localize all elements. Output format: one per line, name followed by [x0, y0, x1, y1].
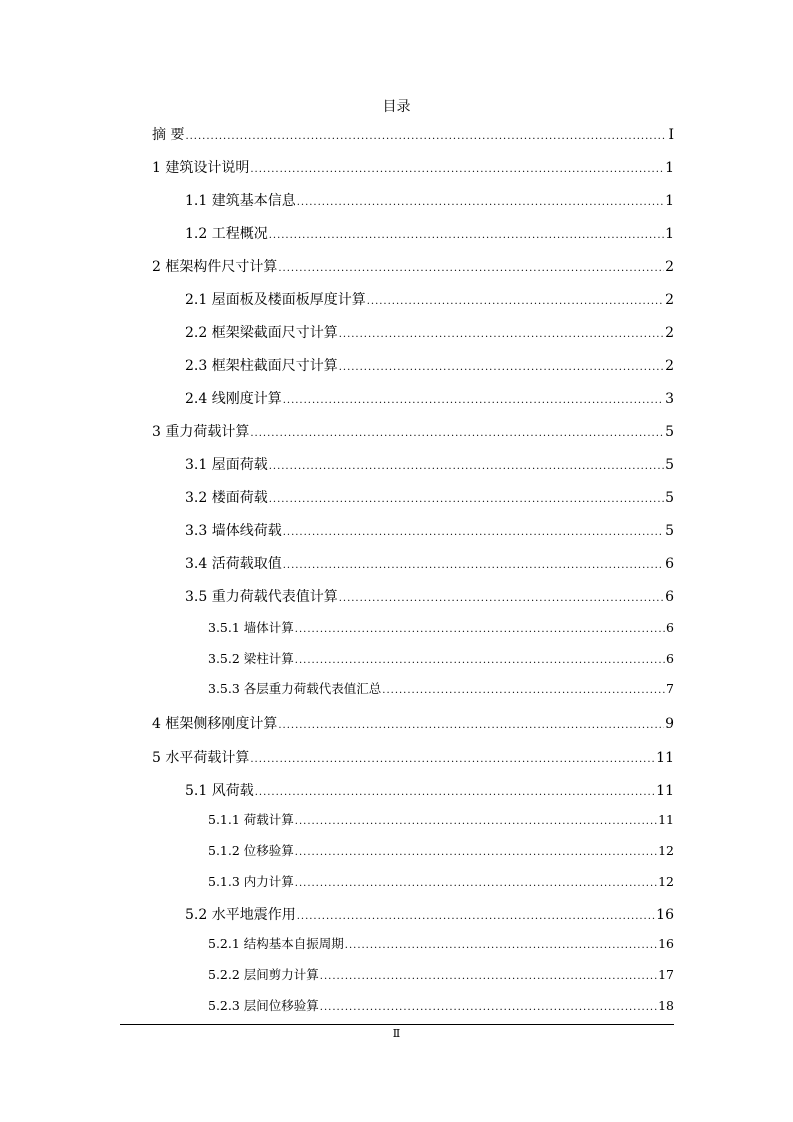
toc-dot-leader — [283, 553, 664, 579]
toc-dot-leader — [295, 617, 665, 643]
toc-dot-leader — [295, 809, 657, 835]
toc-entry-page: 11 — [656, 783, 674, 799]
toc-entry-page: 16 — [658, 936, 674, 951]
toc-entry-label: 2.3 框架柱截面尺寸计算 — [185, 358, 338, 374]
toc-dot-leader — [255, 780, 655, 806]
toc-entry-2-1[interactable] — [185, 287, 674, 313]
toc-entry-page: 18 — [658, 998, 674, 1013]
toc-entry-5-1[interactable] — [185, 778, 674, 804]
toc-entry-page: 6 — [666, 620, 674, 635]
toc-entry-label: 5.2.1 结构基本自振周期 — [208, 936, 344, 951]
toc-entry-page: 2 — [665, 358, 674, 374]
toc-entry-page: 5 — [665, 490, 674, 506]
toc-entry-page: 1 — [665, 160, 674, 176]
toc-entry-page: 5 — [665, 424, 674, 440]
toc-dot-leader — [269, 223, 664, 249]
toc-entry-label: 1.1 建筑基本信息 — [185, 193, 296, 209]
toc-entry-page: 6 — [665, 589, 674, 605]
toc-entry-abstract[interactable] — [152, 122, 674, 148]
toc-entry-label: 3.1 屋面荷载 — [185, 457, 268, 473]
toc-entry-label: 5.2.2 层间剪力计算 — [208, 967, 319, 982]
toc-entry-page: 5 — [665, 457, 674, 473]
toc-entry-page: 2 — [665, 259, 674, 275]
toc-entry-label: 3.2 楼面荷载 — [185, 490, 268, 506]
toc-dot-leader — [382, 678, 665, 704]
toc-entry-label: 摘 要 — [152, 127, 185, 143]
toc-entry-label: 3.3 墙体线荷载 — [185, 523, 282, 539]
toc-entry-label: 3 重力荷载计算 — [152, 424, 250, 440]
toc-entry-page: 2 — [665, 292, 674, 308]
toc-dot-leader — [283, 520, 664, 546]
toc-entry-3-5-2[interactable] — [208, 646, 674, 672]
toc-entry-5-1-2[interactable] — [208, 838, 674, 864]
toc-entry-page: 7 — [666, 681, 674, 696]
toc-entry-page: 2 — [665, 325, 674, 341]
toc-entry-page: 1 — [665, 226, 674, 242]
toc-dot-leader — [185, 124, 667, 150]
toc-entry-3-5-3[interactable] — [208, 676, 674, 702]
toc-dot-leader — [250, 747, 655, 773]
toc-dot-leader — [250, 421, 664, 447]
toc-entry-label: 2.2 框架梁截面尺寸计算 — [185, 325, 338, 341]
toc-entry-label: 1 建筑设计说明 — [152, 160, 250, 176]
toc-dot-leader — [269, 487, 664, 513]
toc-entry-page: 17 — [658, 967, 674, 982]
toc-entry-chapter-3[interactable] — [152, 419, 674, 445]
toc-entry-label: 3.5.2 梁柱计算 — [208, 651, 294, 666]
toc-entry-5-2-2[interactable] — [208, 962, 674, 988]
toc-entry-5-2-1[interactable] — [208, 931, 674, 957]
toc-entry-page: 12 — [658, 874, 674, 889]
toc-entry-page: I — [668, 127, 674, 143]
toc-dot-leader — [367, 289, 664, 315]
toc-entry-label: 3.5.3 各层重力荷载代表值汇总 — [208, 681, 382, 696]
page-title: 目录 — [382, 99, 411, 115]
page-number: Ⅱ — [392, 1027, 401, 1040]
toc-entry-page: 12 — [658, 843, 674, 858]
toc-entry-3-5[interactable] — [185, 584, 674, 610]
toc-entry-3-2[interactable] — [185, 485, 674, 511]
toc-entry-3-3[interactable] — [185, 518, 674, 544]
toc-entry-3-1[interactable] — [185, 452, 674, 478]
toc-dot-leader — [339, 322, 664, 348]
toc-entry-label: 5.2.3 层间位移验算 — [208, 998, 319, 1013]
toc-entry-5-2-3[interactable] — [208, 993, 674, 1019]
toc-entry-label: 2 框架构件尺寸计算 — [152, 259, 278, 275]
toc-dot-leader — [295, 871, 657, 897]
toc-entry-5-1-1[interactable] — [208, 807, 674, 833]
toc-entry-label: 5.1.2 位移验算 — [208, 843, 294, 858]
toc-dot-leader — [295, 648, 665, 674]
toc-dot-leader — [339, 355, 664, 381]
toc-entry-5-1-3[interactable] — [208, 869, 674, 895]
toc-entry-2-3[interactable] — [185, 353, 674, 379]
toc-entry-1-1[interactable] — [185, 188, 674, 214]
toc-entry-page: 11 — [658, 812, 674, 827]
toc-entry-page: 9 — [665, 716, 674, 732]
toc-entry-label: 4 框架侧移刚度计算 — [152, 716, 278, 732]
toc-dot-leader — [320, 995, 657, 1021]
toc-dot-leader — [278, 713, 664, 739]
toc-dot-leader — [250, 157, 664, 183]
toc-entry-page: 6 — [665, 556, 674, 572]
toc-entry-label: 5.1.1 荷载计算 — [208, 812, 294, 827]
toc-entry-page: 6 — [666, 651, 674, 666]
toc-entry-3-5-1[interactable] — [208, 615, 674, 641]
toc-dot-leader — [295, 840, 657, 866]
toc-entry-label: 5.1.3 内力计算 — [208, 874, 294, 889]
toc-entry-label: 5.2 水平地震作用 — [185, 907, 296, 923]
toc-entry-label: 3.5.1 墙体计算 — [208, 620, 294, 635]
toc-entry-1-2[interactable] — [185, 221, 674, 247]
toc-entry-label: 1.2 工程概况 — [185, 226, 268, 242]
toc-entry-page: 11 — [656, 750, 674, 766]
toc-entry-page: 3 — [665, 391, 674, 407]
toc-entry-5-2[interactable] — [185, 902, 674, 928]
toc-dot-leader — [283, 388, 664, 414]
toc-entry-2-2[interactable] — [185, 320, 674, 346]
toc-entry-label: 2.1 屋面板及楼面板厚度计算 — [185, 292, 366, 308]
toc-dot-leader — [269, 454, 664, 480]
footer-divider — [120, 1024, 674, 1025]
toc-dot-leader — [345, 933, 657, 959]
toc-entry-2-4[interactable] — [185, 386, 674, 412]
toc-entry-page: 5 — [665, 523, 674, 539]
toc-entry-page: 1 — [665, 193, 674, 209]
toc-entry-chapter-5[interactable] — [152, 745, 674, 771]
toc-entry-chapter-1[interactable] — [152, 155, 674, 181]
toc-entry-label: 3.5 重力荷载代表值计算 — [185, 589, 338, 605]
toc-entry-chapter-2[interactable] — [152, 254, 674, 280]
toc-entry-page: 16 — [656, 907, 674, 923]
toc-dot-leader — [320, 964, 657, 990]
toc-entry-3-4[interactable] — [185, 551, 674, 577]
toc-dot-leader — [278, 256, 664, 282]
toc-entry-label: 5 水平荷载计算 — [152, 750, 250, 766]
toc-dot-leader — [297, 904, 655, 930]
toc-entry-label: 5.1 风荷载 — [185, 783, 254, 799]
toc-entry-chapter-4[interactable] — [152, 711, 674, 737]
toc-dot-leader — [339, 586, 664, 612]
toc-dot-leader — [297, 190, 664, 216]
toc-entry-label: 3.4 活荷载取值 — [185, 556, 282, 572]
toc-entry-label: 2.4 线刚度计算 — [185, 391, 282, 407]
